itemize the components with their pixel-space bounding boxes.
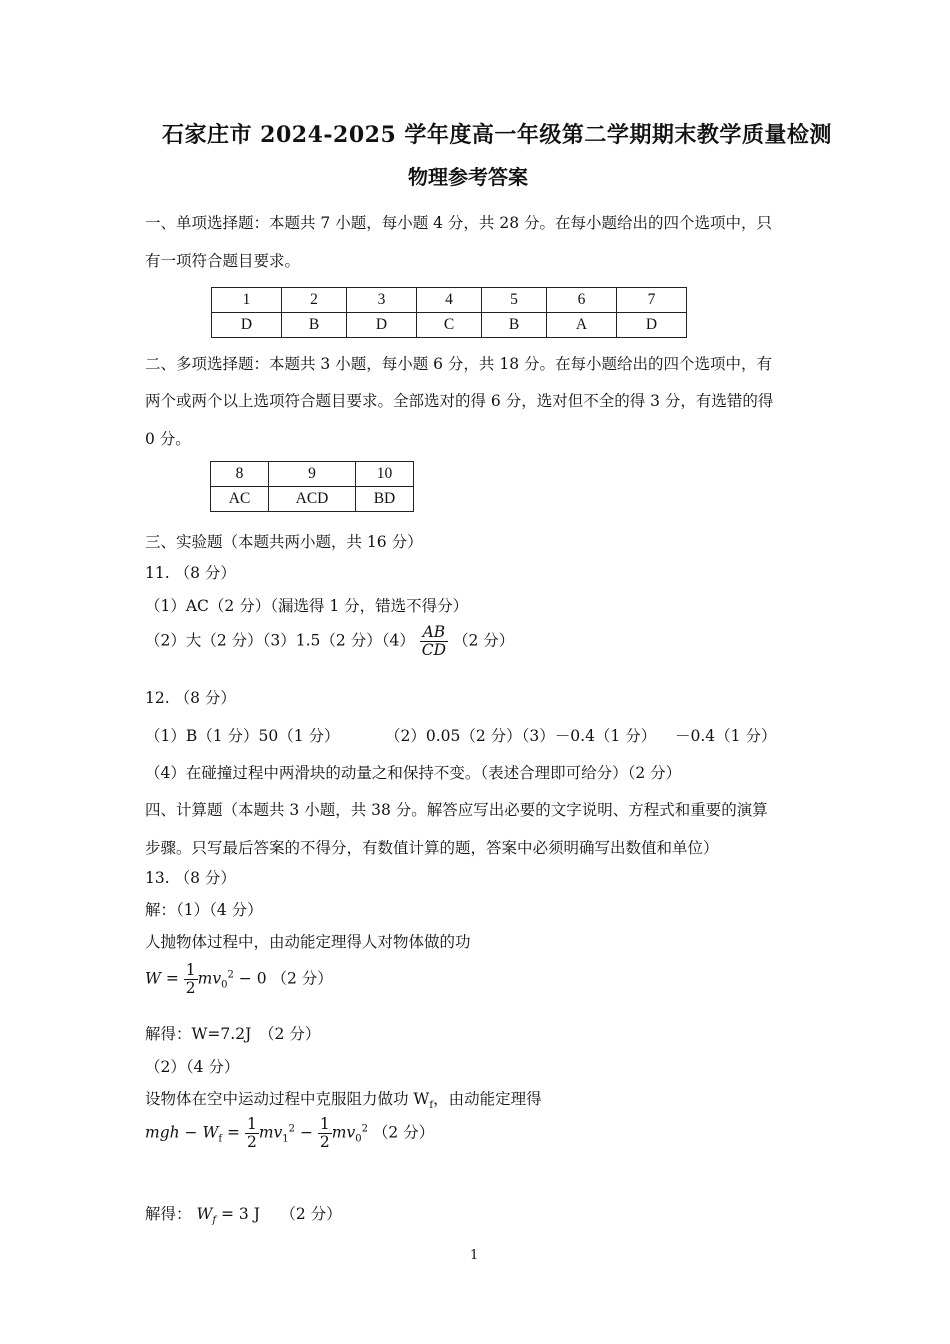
q11-fraction <box>420 624 448 659</box>
document-title: 石家庄市 2024-2025 学年度高一年级第二学期期末教学质量检测 <box>162 122 832 148</box>
q13-heading: 13. （8 分） <box>145 869 236 887</box>
document-subtitle: 物理参考答案 <box>408 165 528 189</box>
q13-part1: 解：（1）（4 分） <box>145 901 263 919</box>
solution-score: （2 分） <box>280 1205 342 1223</box>
table-cell: C <box>416 313 481 338</box>
section3-heading: 三、实验题（本题共两小题，共 16 分） <box>145 533 423 551</box>
section1-line1: 一、单项选择题：本题共 7 小题，每小题 4 分，共 28 分。在每小题给出的四个选项中，只 <box>145 214 773 232</box>
equation-score: （2 分） <box>372 1123 435 1142</box>
q13-desc2-text: 设物体在空中运动过程中克服阻力做功 W <box>145 1090 430 1108</box>
multi-choice-table <box>210 461 414 512</box>
table-cell: B <box>281 313 346 338</box>
fraction-numerator: AB <box>420 624 448 642</box>
table-cell: AC <box>211 487 269 512</box>
table-cell: 2 <box>281 288 346 313</box>
q13-part2: （2）（4 分） <box>145 1058 240 1076</box>
q13-desc2-sub: f <box>429 1100 434 1112</box>
q11-part2-score: （2 分） <box>453 631 515 650</box>
q12-part1c: －0.4（1 分） <box>675 727 777 745</box>
section2-line2: 两个或两个以上选项符合题目要求。全部选对的得 6 分，选对但不全的得 3 分，有选错的得 <box>145 392 774 410</box>
q12-part1a: （1）B（1 分）50（1 分） <box>145 727 340 745</box>
table-cell: D <box>617 313 687 338</box>
q12-part2: （4）在碰撞过程中两滑块的动量之和保持不变。（表述合理即可给分）（2 分） <box>145 764 682 782</box>
table-cell: 10 <box>355 462 413 487</box>
solution-label: 解得： <box>145 1205 192 1223</box>
table-cell: A <box>547 313 617 338</box>
q13-solution2: 解得： $W_f = 3$ J （2 分） <box>145 1205 342 1227</box>
page-number: 1 <box>470 1248 479 1263</box>
table-cell: 4 <box>416 288 481 313</box>
table-cell: D <box>212 313 282 338</box>
section4-line2: 步骤。只写最后答案的不得分，有数值计算的题，答案中必须明确写出数值和单位） <box>145 839 719 857</box>
q13-solution1: 解得：W=7.2J （2 分） <box>145 1025 321 1043</box>
table-cell: BD <box>355 487 413 512</box>
q13-desc1: 人抛物体过程中，由动能定理得人对物体做的功 <box>145 933 471 951</box>
table-cell: 8 <box>211 462 269 487</box>
table-row <box>212 288 687 313</box>
table-cell: D <box>347 313 417 338</box>
equation-work: W = $\frac{1}{2}$ $mv_0^2 - 0$ （2 分） <box>145 961 333 998</box>
table-row <box>211 462 414 487</box>
q11-part1: （1）AC（2 分）（漏选得 1 分，错选不得分） <box>145 597 469 615</box>
q11-part2 <box>145 624 514 659</box>
table-row <box>212 313 687 338</box>
q11-heading: 11. （8 分） <box>145 564 236 582</box>
q12-part1b: （2）0.05（2 分）（3）－0.4（1 分） <box>385 727 657 745</box>
table-cell: 6 <box>547 288 617 313</box>
section1-line2: 有一项符合题目要求。 <box>145 252 301 270</box>
table-cell: ACD <box>269 487 356 512</box>
section2-line1: 二、多项选择题：本题共 3 小题，每小题 6 分，共 18 分。在每小题给出的四个选项中，有 <box>145 355 773 373</box>
table-cell: 9 <box>269 462 356 487</box>
table-cell: 1 <box>212 288 282 313</box>
section2-line3: 0 分。 <box>145 430 191 448</box>
table-cell: 3 <box>347 288 417 313</box>
q12-heading: 12. （8 分） <box>145 689 236 707</box>
q11-part2-text: （2）大（2 分）（3）1.5（2 分）（4） <box>145 631 415 650</box>
section4-line1: 四、计算题（本题共 3 小题，共 38 分。解答应写出必要的文字说明、方程式和重要的演算 <box>145 801 768 819</box>
equation-energy: mgh − $W_f$ = $\frac{1}{2}$ $mv_1^2$ − $\frac{1}{2}$ $mv_0^2$ （2 分） <box>145 1115 435 1152</box>
table-cell: 5 <box>482 288 547 313</box>
q13-desc2-tail: ，由动能定理得 <box>433 1090 542 1108</box>
table-cell: B <box>482 313 547 338</box>
q13-desc2 <box>145 1087 542 1111</box>
table-row <box>211 487 414 512</box>
table-cell: 7 <box>617 288 687 313</box>
single-choice-table <box>211 287 687 338</box>
equation-score: （2 分） <box>271 969 333 988</box>
fraction-denominator: CD <box>421 641 447 660</box>
